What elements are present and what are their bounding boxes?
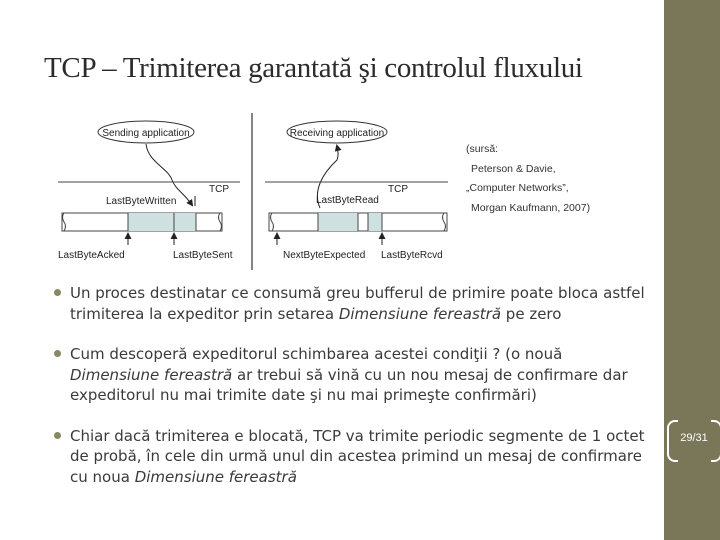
send-buffer-unacked-region xyxy=(128,213,196,231)
bullet-dot xyxy=(54,350,61,357)
bullet-emphasis: Dimensiune fereastră xyxy=(134,467,297,486)
bullet-dot xyxy=(54,432,61,439)
tcp-flow-diagram xyxy=(50,100,470,272)
bullet-text-end: ar trebui să vină cu un nou mesaj de confirmare dar expeditorul nu mai trimite date şi nu mai primeşte confirmări) xyxy=(70,365,628,404)
last-byte-sent-label: LastByteSent xyxy=(173,250,233,261)
bullet-text: Cum descoperă expeditorul schimbarea acestei condiţii ? (o nouă xyxy=(70,345,563,363)
bullet-text: Un proces destinatar ce consumă greu bufferul de primire poate bloca astfel trimiterea la expeditor prin setarea xyxy=(70,284,645,323)
receiving-application-label: Receiving application xyxy=(289,128,385,139)
tcp-label-right: TCP xyxy=(388,184,408,195)
bullet-text: Chiar dacă trimiterea e blocată, TCP va trimite periodic segmente de 1 octet de probă, în cele din urmă unul din acestea primind un mesaj de confirmare cu noua xyxy=(70,426,645,486)
receive-buffer-region-2 xyxy=(368,213,382,231)
next-byte-expected-label: NextByteExpected xyxy=(283,250,366,261)
last-byte-acked-label: LastByteAcked xyxy=(58,250,125,261)
bullet-item xyxy=(52,344,652,406)
last-byte-read-label: LastByteRead xyxy=(316,195,379,206)
slide-title: TCP – Trimiterea garantată şi controlul fluxului xyxy=(44,52,583,84)
bullet-item xyxy=(52,426,652,488)
bullet-text-end: pe zero xyxy=(501,304,562,323)
page-number: 29/31 xyxy=(680,432,708,444)
last-byte-rcvd-label: LastByteRcvd xyxy=(381,250,443,261)
source-citation xyxy=(466,140,590,218)
right-bracket-icon xyxy=(711,420,720,462)
receive-buffer-region-1 xyxy=(318,213,358,231)
bullet-emphasis: Dimensiune fereastră xyxy=(338,304,502,323)
last-byte-written-label: LastByteWritten xyxy=(106,196,177,207)
bullet-list xyxy=(52,283,652,507)
diagram-canvas xyxy=(50,100,470,272)
bullet-dot xyxy=(54,289,61,296)
sending-application-label: Sending application xyxy=(102,128,190,139)
bullet-item xyxy=(52,283,652,324)
source-line-1: (sursă: xyxy=(466,143,499,155)
bullet-emphasis: Dimensiune fereastră xyxy=(70,365,233,384)
source-line-2: Peterson & Davie, xyxy=(471,162,556,175)
source-line-4: Morgan Kaufmann, 2007) xyxy=(471,201,591,214)
tcp-label-left: TCP xyxy=(209,184,229,195)
source-line-3: „Computer Networks”, xyxy=(466,182,569,194)
